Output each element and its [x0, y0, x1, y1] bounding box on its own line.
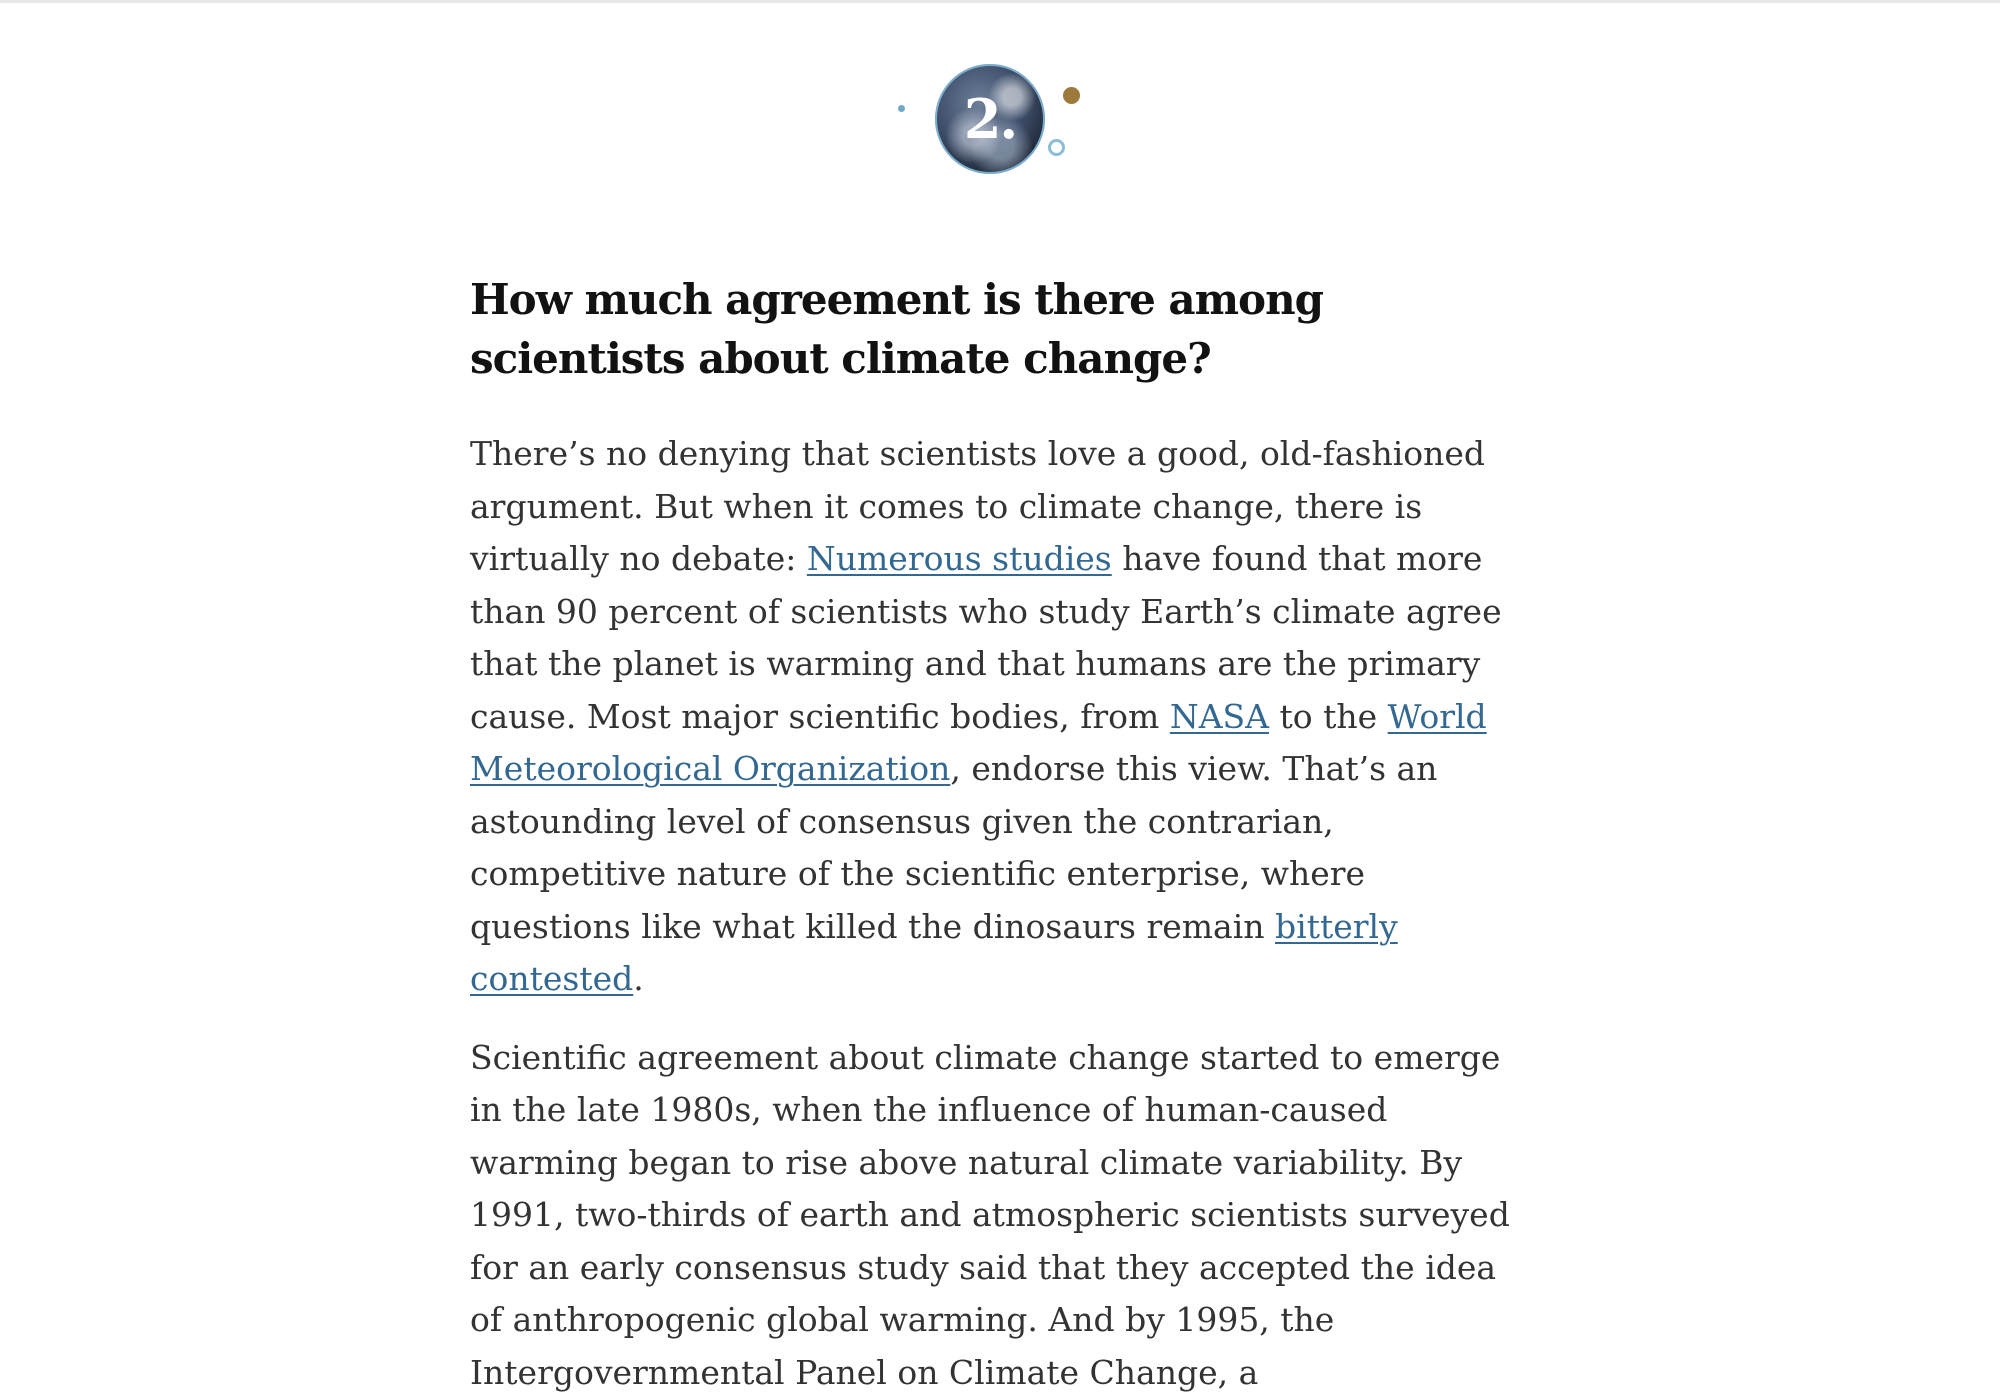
paragraph-1-text: have found that more than 90 percent of scientists who study Earth’s climate agree that the planet is warming and that humans are the primary cause. Most major scientific bodies, from — [470, 539, 1502, 736]
paragraph-1-text: , endorse this view. That’s an astounding level of consensus given the contrarian, competitive nature of the scientific enterprise, where questions like what killed the dinosaurs remain — [470, 749, 1437, 946]
link-world-meteorological-organization[interactable]: World Meteorological Organization — [470, 697, 1487, 789]
decorative-dot-gold-icon — [1063, 87, 1080, 104]
link-bitterly-contested[interactable]: bitterly contested — [470, 907, 1398, 999]
decorative-ring-icon — [1048, 139, 1065, 156]
section-badge — [880, 55, 1100, 185]
top-divider — [0, 0, 2000, 3]
link-numerous-studies[interactable]: Numerous studies — [807, 539, 1112, 578]
paragraph-1-text: to the — [1269, 697, 1388, 736]
earth-globe-icon — [935, 64, 1045, 174]
section-number: 2. — [935, 64, 1045, 174]
section-headline: How much agreement is there among scientists about climate change? — [470, 270, 1530, 388]
paragraph-1-text: There’s no denying that scientists love a good, old-fashioned argument. But when it comes to climate change, there is virtually no debate: — [470, 434, 1485, 578]
paragraph-2: Scientific agreement about climate change started to emerge in the late 1980s, when the influence of human-caused warming began to rise above natural climate variability. By 1991, two-thirds of earth and atmospheric scientists surveyed for an early consensus study said that they accepted the idea of anthropogenic global warming. And by 1995, the Intergovernmental Panel on Climate Change, a — [470, 1032, 1530, 1399]
link-nasa[interactable]: NASA — [1170, 697, 1269, 736]
decorative-dot-small-icon — [898, 105, 905, 112]
article-body — [470, 270, 1530, 1399]
paragraph-1-text: . — [633, 959, 644, 998]
paragraph-1 — [470, 428, 1530, 1006]
